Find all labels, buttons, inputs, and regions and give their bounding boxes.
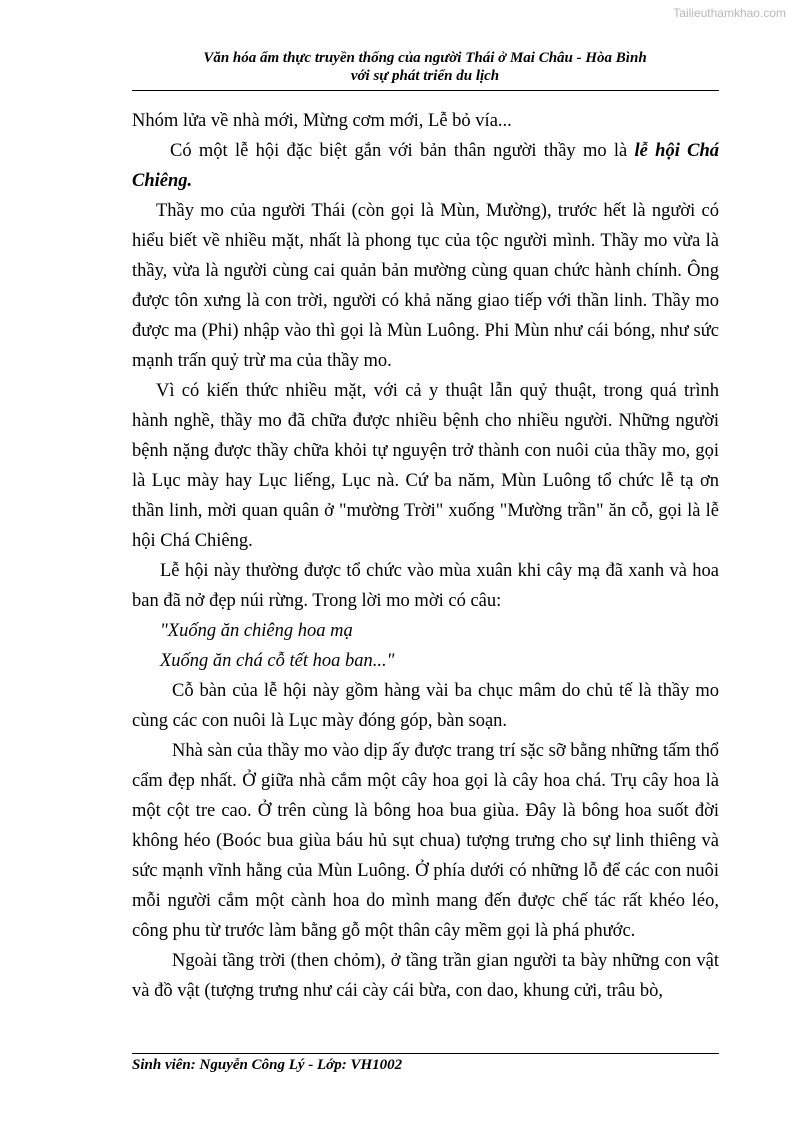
paragraph-0: Nhóm lửa về nhà mới, Mừng cơm mới, Lễ bỏ vía...	[132, 111, 512, 131]
paragraph-7: Ngoài tầng trời (then chỏm), ở tầng trần gian người ta bày những con vật và đồ vật (tượng trưng như cái cày cái bừa, con dao, khung cửi, trâu bò,	[132, 951, 719, 1001]
header-title-line2: với sự phát triển du lịch	[350, 68, 500, 84]
paragraph-1-text: Có một lễ hội đặc biệt gắn với bản thân người thầy mo là	[170, 141, 635, 161]
header-rule	[132, 90, 719, 91]
verse-line-1: "Xuống ăn chiêng hoa mạ	[160, 621, 353, 641]
paragraph-3: Vì có kiến thức nhiều mặt, với cả y thuật lẫn quỷ thuật, trong quá trình hành nghề, thầy mo đã chữa được nhiều bệnh cho nhiều người. Những người bệnh nặng được thầy chữa khỏi tự nguyện trở thành con nuôi của thầy mo, gọi là Lục mày hay Lục liếng, Lục nà. Cứ ba năm, Mùn Luông tổ chức lễ tạ ơn thần linh, mời quan quân ở "mường Trời" xuống "Mường trần" ăn cỗ, gọi là lễ hội Chá Chiêng.	[132, 381, 719, 551]
paragraph-2: Thầy mo của người Thái (còn gọi là Mùn, Mường), trước hết là người có hiểu biết về nhiều mặt, nhất là phong tục của tộc người mình. Thầy mo vừa là thầy, vừa là người cùng cai quản bản mường cùng quan chức hành chính. Ông được tôn xưng là con trời, người có khả năng giao tiếp với thần linh. Thầy mo được ma (Phi) nhập vào thì gọi là Mùn Luông. Phi Mùn như cái bóng, như sức mạnh trấn quỷ trừ ma của thầy mo.	[132, 201, 719, 371]
paragraph-6: Nhà sàn của thầy mo vào dịp ấy được trang trí sặc sỡ bằng những tấm thổ cẩm đẹp nhất. Ở giữa nhà cắm một cây hoa gọi là cây hoa chá. Trụ cây hoa là một cột tre cao. Ở trên cùng là bông hoa bua giùa. Đây là bông hoa suốt đời không héo (Boóc bua giùa báu hủ sụt chua) tượng trưng cho sự linh thiêng và sức mạnh vĩnh hằng của Mùn Luông. Ở phía dưới có những lỗ để các con nuôi mỗi người cắm một cành hoa do mình mang đến được chế tác rất khéo léo, công phu từ trước làm bằng gỗ một thân cây mềm gọi là phá phước.	[132, 741, 719, 941]
footer-rule	[132, 1053, 719, 1054]
watermark-text: Tailieuthamkhao.com	[673, 6, 786, 20]
verse-line-2: Xuống ăn chá cỗ tết hoa ban..."	[160, 651, 395, 671]
document-body	[132, 106, 719, 1006]
paragraph-1	[132, 136, 719, 196]
header-title-line1: Văn hóa ẩm thực truyền thống của người Thái ở Mai Châu - Hòa Bình	[203, 50, 647, 66]
paragraph-4: Lễ hội này thường được tổ chức vào mùa xuân khi cây mạ đã xanh và hoa ban đã nở đẹp núi rừng. Trong lời mo mời có câu:	[132, 561, 719, 611]
running-header	[132, 49, 718, 85]
paragraph-5: Cỗ bàn của lễ hội này gồm hàng vài ba chục mâm do chủ tế là thầy mo cùng các con nuôi là Lục mày đóng góp, bàn soạn.	[132, 681, 719, 731]
festival-name-emphasis: lễ hội Chá Chiêng.	[132, 141, 719, 191]
footer-student-info: Sinh viên: Nguyễn Công Lý - Lớp: VH1002	[132, 1057, 403, 1073]
